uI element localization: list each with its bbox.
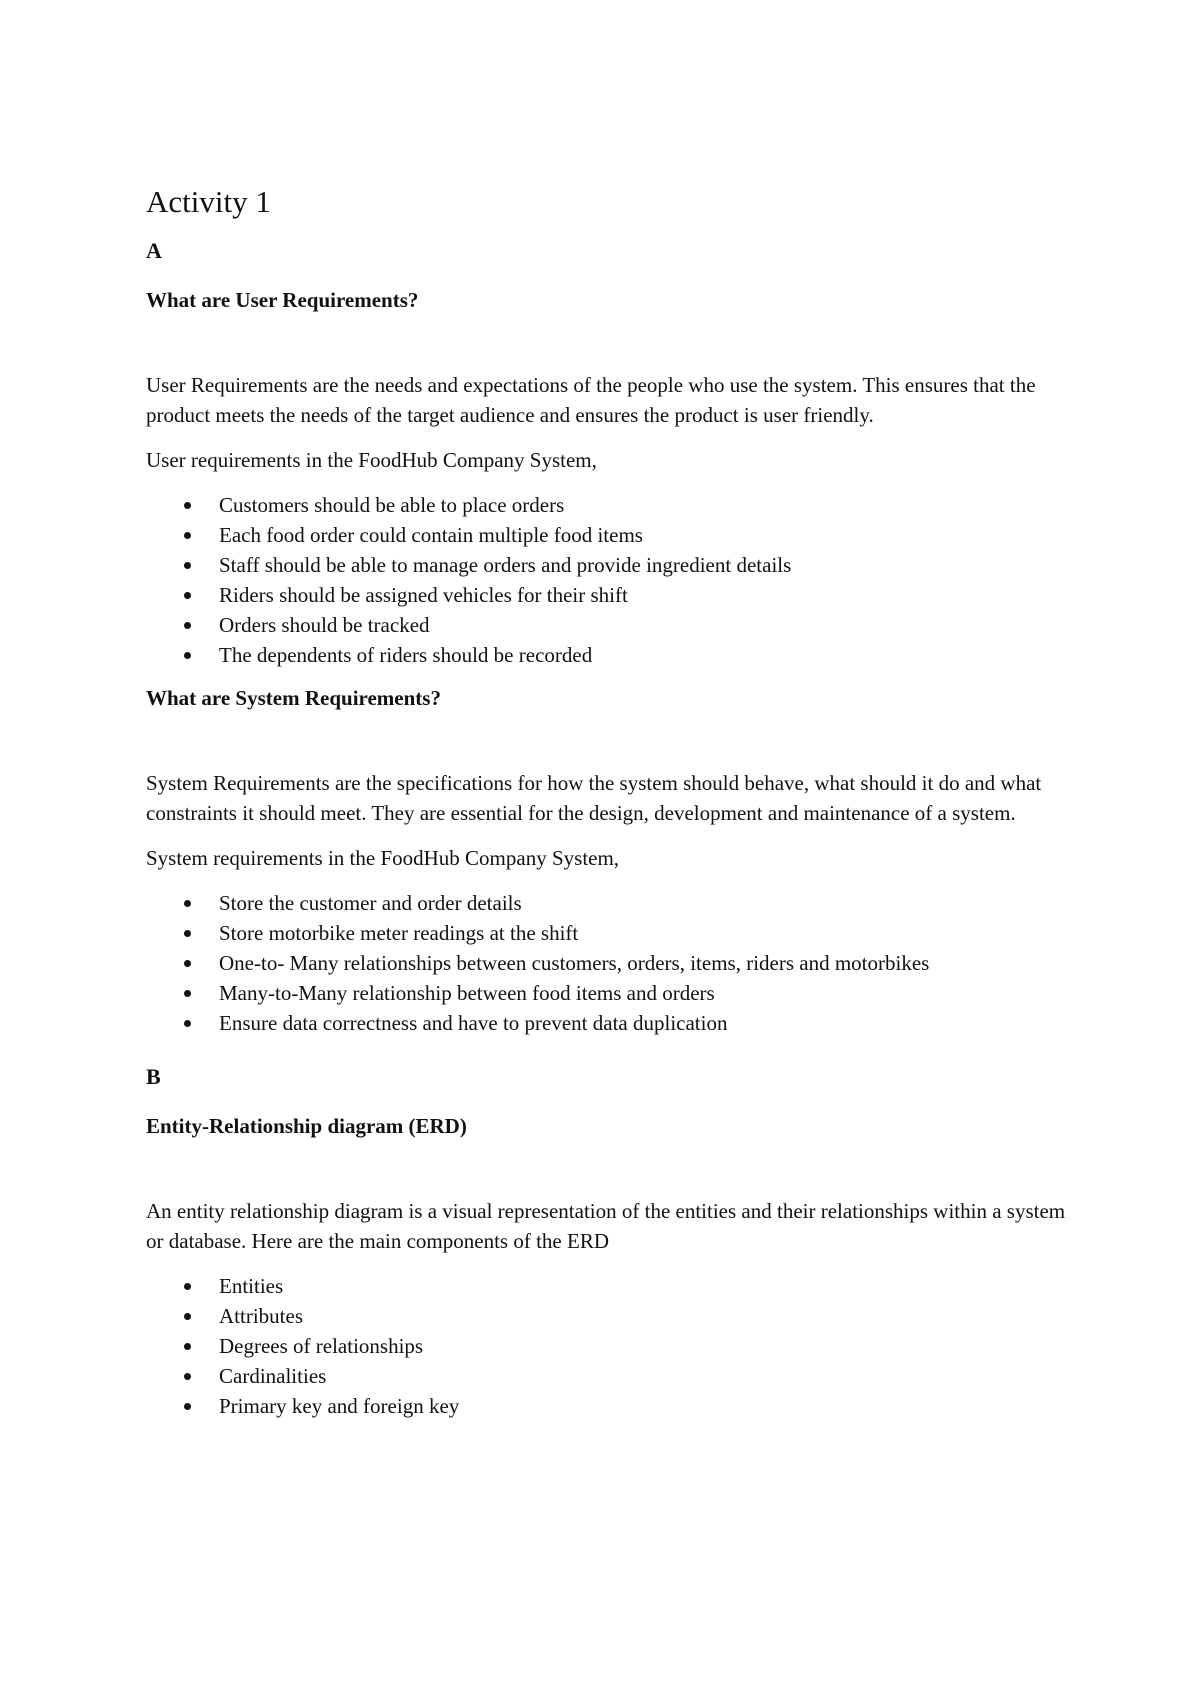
bullet-icon: [184, 652, 191, 659]
list-item-text: Primary key and foreign key: [219, 1394, 460, 1418]
system-requirements-list-intro: System requirements in the FoodHub Company System,: [146, 846, 620, 870]
user-requirements-list-intro: User requirements in the FoodHub Company System,: [146, 448, 597, 472]
system-requirements-heading: What are System Requirements?: [146, 686, 441, 710]
list-item: [146, 580, 1066, 610]
system-requirements-definition: System Requirements are the specifications for how the system should behave, what should it do and what constraints it should meet. They are essential for the design, development and maintenance of a system.: [146, 771, 1042, 825]
list-item-text: The dependents of riders should be recorded: [219, 643, 593, 667]
bullet-icon: [184, 562, 191, 569]
list-item: [146, 1008, 1066, 1038]
system-requirements-list: [146, 888, 1066, 1038]
bullet-icon: [184, 930, 191, 937]
list-item: [146, 978, 1066, 1008]
list-item-text: Many-to-Many relationship between food items and orders: [219, 981, 715, 1005]
user-requirements-definition: User Requirements are the needs and expectations of the people who use the system. This ensures that the product meets the needs of the target audience and ensures the product is user friendly.: [146, 373, 1036, 427]
list-item-text: One-to- Many relationships between customers, orders, items, riders and motorbikes: [219, 951, 930, 975]
list-item: [146, 1331, 1066, 1361]
list-item-text: Riders should be assigned vehicles for their shift: [219, 583, 628, 607]
list-item: [146, 640, 1066, 670]
bullet-icon: [184, 1020, 191, 1027]
user-requirements-heading: What are User Requirements?: [146, 288, 419, 312]
list-item-text: Customers should be able to place orders: [219, 493, 565, 517]
list-item: [146, 918, 1066, 948]
list-item: [146, 490, 1066, 520]
list-item-text: Entities: [219, 1274, 284, 1298]
list-item-text: Store the customer and order details: [219, 891, 522, 915]
list-item-text: Cardinalities: [219, 1364, 327, 1388]
bullet-icon: [184, 1343, 191, 1350]
list-item: [146, 550, 1066, 580]
bullet-icon: [184, 1313, 191, 1320]
list-item-text: Store motorbike meter readings at the shift: [219, 921, 579, 945]
list-item-text: Attributes: [219, 1304, 303, 1328]
erd-components-list: [146, 1271, 1066, 1421]
bullet-icon: [184, 502, 191, 509]
bullet-icon: [184, 1373, 191, 1380]
list-item-text: Orders should be tracked: [219, 613, 430, 637]
list-item: [146, 1391, 1066, 1421]
bullet-icon: [184, 1283, 191, 1290]
list-item-text: Degrees of relationships: [219, 1334, 424, 1358]
document-title: Activity 1: [146, 184, 271, 219]
list-item: [146, 948, 1066, 978]
bullet-icon: [184, 622, 191, 629]
section-a-label: A: [146, 238, 162, 263]
list-item: [146, 610, 1066, 640]
list-item: [146, 888, 1066, 918]
bullet-icon: [184, 990, 191, 997]
list-item-text: Ensure data correctness and have to prevent data duplication: [219, 1011, 728, 1035]
list-item: [146, 1361, 1066, 1391]
list-item-text: Each food order could contain multiple food items: [219, 523, 643, 547]
erd-heading: Entity-Relationship diagram (ERD): [146, 1114, 467, 1138]
bullet-icon: [184, 592, 191, 599]
list-item: [146, 1271, 1066, 1301]
document-content: [146, 182, 1066, 1435]
bullet-icon: [184, 960, 191, 967]
section-b-label: B: [146, 1064, 161, 1089]
bullet-icon: [184, 1403, 191, 1410]
list-item: [146, 520, 1066, 550]
list-item-text: Staff should be able to manage orders and provide ingredient details: [219, 553, 792, 577]
user-requirements-list: [146, 490, 1066, 670]
bullet-icon: [184, 532, 191, 539]
erd-definition: An entity relationship diagram is a visual representation of the entities and their relationships within a system or database. Here are the main components of the ERD: [146, 1199, 1066, 1253]
list-item: [146, 1301, 1066, 1331]
bullet-icon: [184, 900, 191, 907]
